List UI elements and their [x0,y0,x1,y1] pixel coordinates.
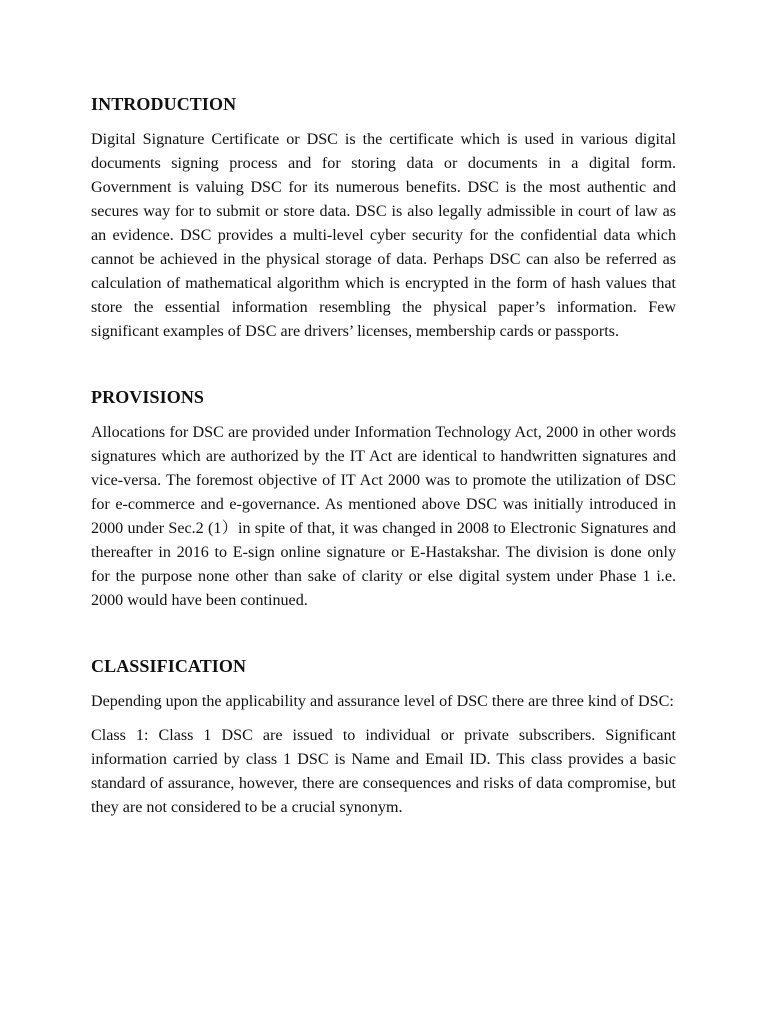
class-1-paragraph: Class 1: Class 1 DSC are issued to individual or private subscribers. Significant information carried by class 1 DSC is Name and Email ID. This class provides a basic standard of assurance, however, there are consequences and risks of data compromise, but they are not considered to be a crucial synonym. [91,727,676,816]
section-spacer [91,613,676,654]
classification-intro-paragraph: Depending upon the applicability and assurance level of DSC there are three kind of DSC: [91,693,674,710]
section-spacer [91,344,676,385]
heading-classification: CLASSIFICATION [91,656,247,676]
heading-provisions: PROVISIONS [91,387,205,407]
heading-introduction: INTRODUCTION [91,94,237,114]
introduction-paragraph: Digital Signature Certificate or DSC is the certificate which is used in various digital documents signing process and for storing data or documents in a digital form. Government is valuing DSC for its numerous benefits. DSC is the most authentic and secures way for to submit or store data. DSC is also legally admissible in court of law as an evidence. DSC provides a multi-level cyber security for the confidential data which cannot be achieved in the physical storage of data. Perhaps DSC can also be referred as calculation of mathematical algorithm which is encrypted in the form of hash values that store the essential information resembling the physical paper’s information. Few significant examples of DSC are drivers’ licenses, membership cards or passports. [91,131,676,340]
document-page [91,92,676,820]
paragraph-spacer [91,714,676,724]
provisions-paragraph: Allocations for DSC are provided under Information Technology Act, 2000 in other words signatures which are authorized by the IT Act are identical to handwritten signatures and vice-versa. The foremost objective of IT Act 2000 was to promote the utilization of DSC for e-commerce and e-governance. As mentioned above DSC was initially introduced in 2000 under Sec.2 (1）in spite of that, it was changed in 2008 to Electronic Signatures and thereafter in 2016 to E-sign online signature or E-Hastakshar. The division is done only for the purpose none other than sake of clarity or else digital system under Phase 1 i.e. 2000 would have been continued. [91,424,676,609]
